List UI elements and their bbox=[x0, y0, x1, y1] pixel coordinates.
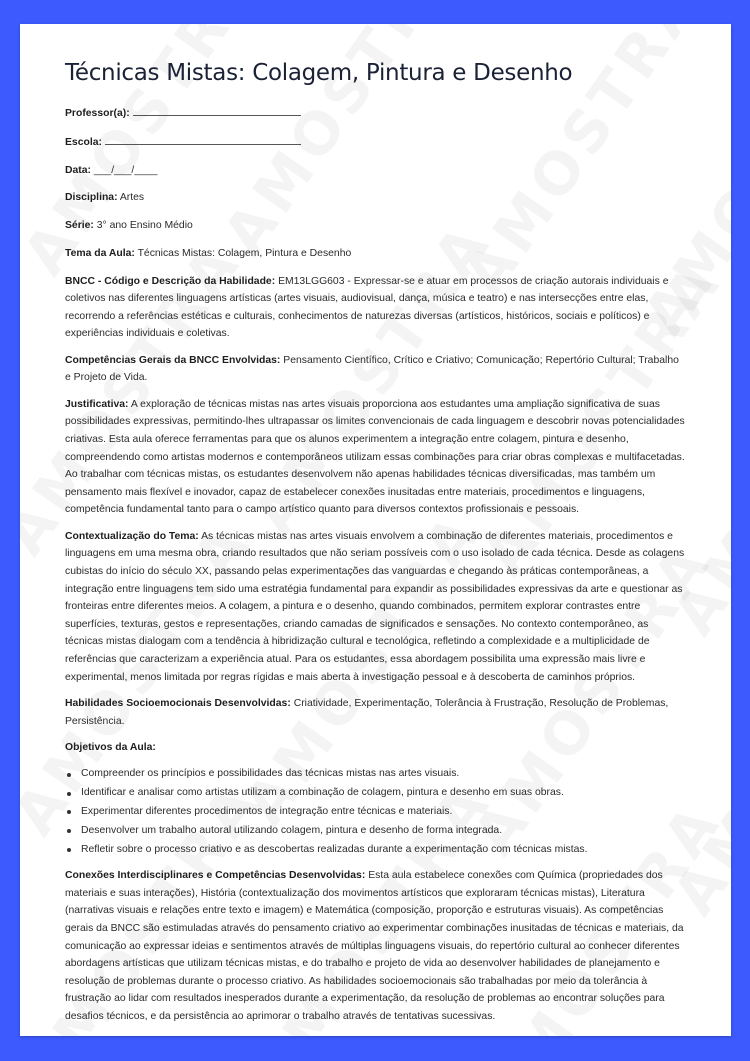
bullet-icon bbox=[67, 810, 71, 814]
escola-blank[interactable] bbox=[105, 133, 301, 145]
objetivos-label: Objetivos da Aula: bbox=[65, 741, 156, 753]
tema-value: Técnicas Mistas: Colagem, Pintura e Desenho bbox=[137, 247, 352, 259]
tema-label: Tema da Aula: bbox=[65, 247, 135, 259]
objetivos-list bbox=[65, 765, 687, 859]
list-item-text: Experimentar diferentes procedimentos de integração entre técnicas e materiais. bbox=[81, 805, 453, 817]
serie-label: Série: bbox=[65, 220, 94, 232]
serie-field bbox=[65, 217, 687, 235]
professor-label: Professor(a): bbox=[65, 108, 130, 119]
bullet-icon bbox=[67, 848, 71, 852]
socioemocionais-text: Criatividade, Experimentação, Tolerância à Frustração, Resolução de Problemas, Persistência. bbox=[65, 697, 669, 727]
disciplina-value: Artes bbox=[119, 192, 145, 204]
justificativa-label: Justificativa: bbox=[65, 398, 129, 410]
bncc-text: EM13LGG603 - Expressar-se e atuar em processos de criação autorais individuais e coletivos nas diferentes linguagens artísticas (artes visuais, audiovisual, dança, música e teatro) e nas intersecções entre elas, recorrendo a referências estéticas e culturais, conhecimentos de naturezas diversas (artísticos, históricos, sociais e políticos) e experiências individuais e coletivas. bbox=[65, 275, 669, 340]
list-item-text: Desenvolver um trabalho autoral utilizando colagem, pintura e desenho de forma integrada. bbox=[81, 824, 503, 836]
bullet-icon bbox=[67, 829, 71, 833]
serie-value: 3° ano Ensino Médio bbox=[96, 220, 193, 232]
competencias-label: Competências Gerais da BNCC Envolvidas: bbox=[65, 354, 281, 366]
list-item-text: Identificar e analisar como artistas utilizam a combinação de colagem, pintura e desenho em suas obras. bbox=[81, 787, 564, 799]
list-item bbox=[81, 822, 687, 841]
objetivos-heading bbox=[65, 739, 687, 757]
tema-field bbox=[65, 245, 687, 263]
escola-field bbox=[65, 133, 687, 152]
document-content bbox=[65, 54, 687, 1034]
competencias-text: Pensamento Científico, Crítico e Criativo; Comunicação; Repertório Cultural; Trabalho e Projeto de Vida. bbox=[65, 354, 679, 384]
data-field bbox=[65, 162, 687, 180]
list-item bbox=[81, 765, 687, 784]
data-label: Data: bbox=[65, 164, 91, 176]
justificativa-section bbox=[65, 396, 687, 519]
contextualizacao-label: Contextualização do Tema: bbox=[65, 530, 199, 542]
contextualizacao-text: As técnicas mistas nas artes visuais envolvem a combinação de diferentes materiais, procedimentos e linguagens em uma mesma obra, criando resultados que não seriam possíveis com o uso isolado de cada técnica. Desde as colagens cubistas do início do século XX, passando pelas experimentações das vanguardas e chegando às práticas contemporâneas, a integração entre linguagens tem sido uma estratégia fundamental para expandir as possibilidades expressivas da arte e questionar as fronteiras entre diferentes meios. A colagem, a pintura e o desenho, quando combinados, permitem explorar contrastes entre superfícies, texturas, gestos e representações, criando camadas de significados e sensações. No contexto contemporâneo, as técnicas mistas dialogam com a tendência à hibridização cultural e tecnológica, refletindo a complexidade e a multiplicidade de referências que caracterizam a experiência atual. Para os estudantes, essa abordagem possibilita uma expressão mais livre e experimental, menos limitada por regras rígidas e mais aberta à investigação pessoal e à descoberta de caminhos próprios. bbox=[65, 530, 685, 683]
professor-blank[interactable] bbox=[133, 104, 301, 116]
list-item bbox=[81, 841, 687, 860]
socioemocionais-label: Habilidades Socioemocionais Desenvolvidas: bbox=[65, 697, 291, 709]
bullet-icon bbox=[67, 773, 71, 777]
disciplina-label: Disciplina: bbox=[65, 192, 118, 204]
conexoes-label: Conexões Interdisciplinares e Competências Desenvolvidas: bbox=[65, 870, 366, 882]
bncc-label: BNCC - Código e Descrição da Habilidade: bbox=[65, 275, 276, 287]
professor-field bbox=[65, 104, 687, 123]
conexoes-section bbox=[65, 867, 687, 1025]
document-title: Técnicas Mistas: Colagem, Pintura e Desenho bbox=[65, 60, 573, 86]
contextualizacao-section bbox=[65, 528, 687, 686]
bullet-icon bbox=[67, 792, 71, 796]
escola-label: Escola: bbox=[65, 136, 102, 148]
competencias-section bbox=[65, 352, 687, 387]
list-item bbox=[81, 784, 687, 803]
list-item-text: Refletir sobre o processo criativo e as descobertas realizadas durante a experimentação com técnicas mistas. bbox=[81, 843, 588, 855]
justificativa-text: A exploração de técnicas mistas nas artes visuais proporciona aos estudantes uma ampliação significativa de suas possibilidades expressivas, permitindo-lhes ultrapassar os limites convencionais de cada linguagem e descobrir novas potencialidades criativas. Esta aula oferece ferramentas para que os alunos experimentem a integração entre colagem, pintura e desenho, compreendendo como artistas modernos e contemporâneos utilizam essas combinações para criar obras complexas e multifacetadas. Ao trabalhar com técnicas mistas, os estudantes desenvolvem não apenas habilidades técnicas diversificadas, mas também um pensamento mais flexível e inovador, capaz de estabelecer conexões inusitadas entre materiais, procedimentos e linguagens, competência fundamental tanto para o campo artístico quanto para diversos contextos profissionais e pessoais. bbox=[65, 398, 685, 516]
list-item-text: Compreender os princípios e possibilidades das técnicas mistas nas artes visuais. bbox=[81, 768, 460, 780]
data-value[interactable]: ___/___/____ bbox=[93, 164, 158, 176]
document-page bbox=[20, 24, 731, 1036]
conexoes-text: Esta aula estabelece conexões com Química (propriedades dos materiais e suas interações), História (contextualização dos movimentos artísticos que exploraram técnicas mistas), Literatura (narrativas visuais e relações entre texto e imagem) e Matemática (composição, proporção e estruturas visuais). As competências gerais da BNCC são estimuladas através do pensamento criativo ao experimentar combinações inusitadas de técnicas e materiais, da comunicação ao expressar ideias e sentimentos através de múltiplas linguagens visuais, do repertório cultural ao conhecer diferentes abordagens artísticas que utilizam técnicas mistas, e do trabalho e projeto de vida ao desenvolver habilidades de planejamento e resolução de problemas durante o processo criativo. As habilidades socioemocionais são trabalhadas por meio da tolerância à frustração ao lidar com resultados inesperados durante a experimentação, da resolução de problemas ao encontrar soluções para desafios técnicos, e da persistência ao aprimorar o trabalho através de tentativas sucessivas. bbox=[65, 870, 684, 1023]
disciplina-field bbox=[65, 189, 687, 207]
bncc-section bbox=[65, 273, 687, 343]
list-item bbox=[81, 803, 687, 822]
socioemocionais-section bbox=[65, 695, 687, 730]
